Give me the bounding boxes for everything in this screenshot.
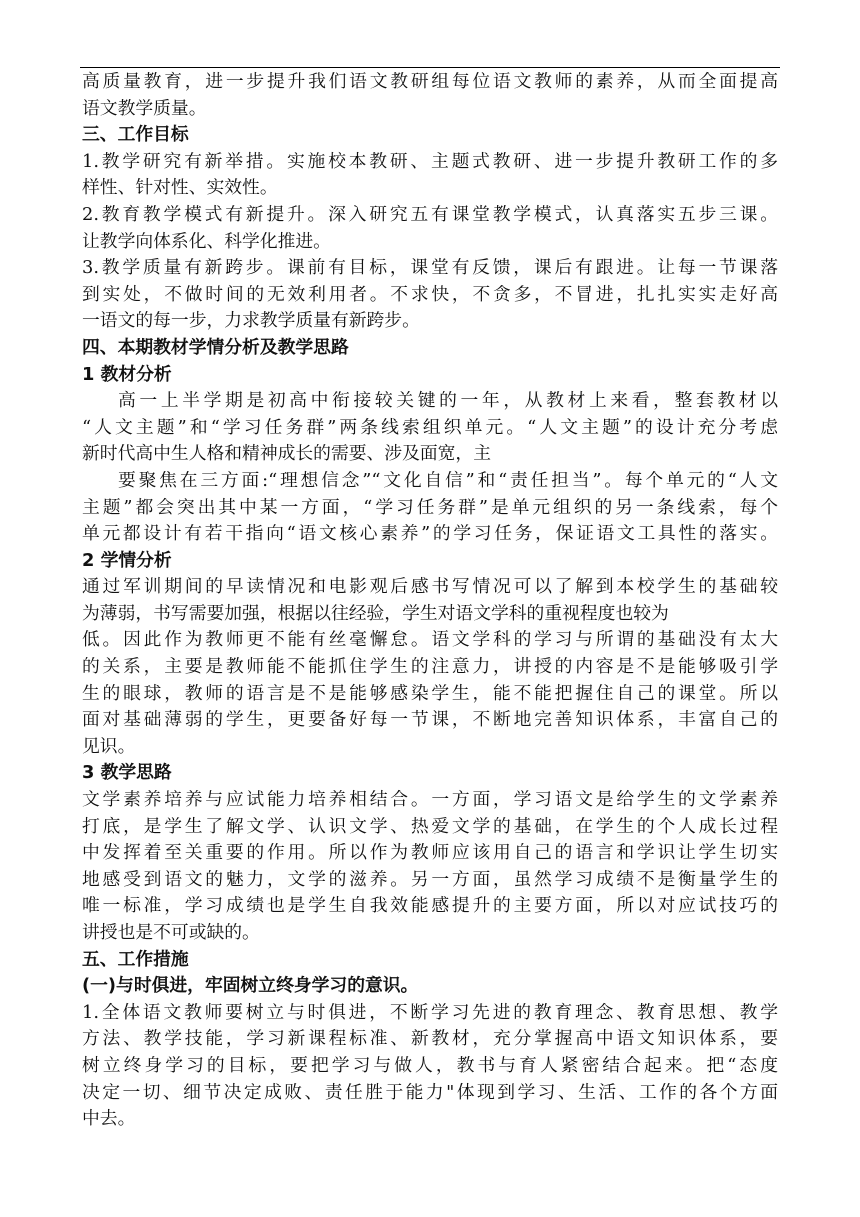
- subheading-students: 2 学情分析: [82, 549, 172, 571]
- header-rule: [80, 67, 780, 68]
- subheading-teaching: 3 教学思路: [82, 762, 172, 784]
- body-line: 中去。: [82, 1108, 136, 1130]
- body-line: 文学素养培养与应试能力培养相结合。一方面，学习语文是给学生的文学素养: [82, 789, 778, 811]
- section-heading-measures: 五、工作措施: [82, 948, 189, 970]
- body-line: 1.教学研究有新举措。实施校本教研、主题式教研、进一步提升教研工作的多: [82, 150, 778, 172]
- body-line: 低。因此作为教师更不能有丝毫懈怠。语文学科的学习与所谓的基础没有太大: [82, 629, 778, 651]
- body-line: 决定一切、细节决定成败、责任胜于能力"体现到学习、生活、工作的各个方面: [82, 1081, 778, 1103]
- body-line: 方法、教学技能，学习新课程标准、新教材，充分掌握高中语文知识体系，要: [82, 1028, 778, 1050]
- body-line: 面对基础薄弱的学生，更要备好每一节课，不断地完善知识体系，丰富自己的: [82, 709, 778, 731]
- body-line: 新时代高中生人格和精神成长的需要、涉及面宽，主: [82, 443, 491, 465]
- body-line: 讲授也是不可或缺的。: [82, 922, 260, 943]
- section-heading-analysis: 四、本期教材学情分析及教学思路: [82, 336, 349, 358]
- body-line: 样性、针对性、实效性。: [82, 177, 278, 199]
- body-line: 中发挥着至关重要的作用。所以作为教师应该用自己的语言和学识让学生切实: [82, 842, 778, 864]
- body-line: 通过军训期间的早读情况和电影观后感书写情况可以了解到本校学生的基础较: [82, 576, 778, 598]
- subheading-textbook: 1 教材分析: [82, 363, 172, 385]
- body-line: 2.教育教学模式有新提升。深入研究五有课堂教学模式，认真落实五步三课。: [82, 203, 778, 225]
- body-line: 的关系，主要是教师能不能抓住学生的注意力，讲授的内容是不是能够吸引学: [82, 656, 778, 678]
- body-line: 一语文的每一步，力求教学质量有新跨步。: [82, 310, 420, 332]
- body-line: 生的眼球，教师的语言是不是能够感染学生，能不能把握住自己的课堂。所以: [82, 682, 778, 704]
- body-line: 高质量教育，进一步提升我们语文教研组每位语文教师的素养，从而全面提高: [82, 71, 778, 92]
- body-line: 地感受到语文的魅力，文学的滋养。另一方面，虽然学习成绩不是衡量学生的: [82, 868, 778, 890]
- body-line: 1.全体语文教师要树立与时俱进，不断学习先进的教育理念、教育思想、教学: [82, 1001, 778, 1023]
- body-line: 见识。: [82, 735, 136, 757]
- body-line: 3.教学质量有新跨步。课前有目标，课堂有反馈，课后有跟进。让每一节课落: [82, 257, 778, 279]
- body-line: 树立终身学习的目标，要把学习与做人，教书与育人紧密结合起来。把“态度: [82, 1054, 778, 1076]
- body-line: 要聚焦在三方面:“理想信念”“文化自信”和“责任担当”。每个单元的“人文: [118, 469, 778, 491]
- body-line: 让教学向体系化、科学化推进。: [82, 230, 331, 252]
- body-line: 到实处，不做时间的无效利用者。不求快，不贪多，不冒进，扎扎实实走好高: [82, 283, 778, 305]
- body-line: 打底，是学生了解文学、认识文学、热爱文学的基础，在学生的个人成长过程: [82, 815, 778, 837]
- body-line: 语文教学质量。: [82, 97, 207, 119]
- body-line: 单元都设计有若干指向“语文核心素养”的学习任务，保证语文工具性的落实。: [82, 523, 778, 545]
- section-heading-goals: 三、工作目标: [82, 124, 189, 146]
- body-line: 唯一标准，学习成绩也是学生自我效能感提升的主要方面，所以对应试技巧的: [82, 895, 778, 917]
- subheading-lifelong-learning: (一)与时俱进，牢固树立终身学习的意识。: [82, 975, 419, 997]
- body-line: 为薄弱，书写需要加强，根据以往经验，学生对语文学科的重视程度也较为: [82, 602, 669, 624]
- body-line: “人文主题”和“学习任务群”两条线索组织单元。“人文主题”的设计充分考虑: [82, 416, 778, 438]
- body-line: 高一上半学期是初高中衔接较关键的一年，从教材上来看，整套教材以: [118, 390, 778, 412]
- document-body: [82, 69, 778, 1133]
- body-line: 主题”都会突出其中某一方面，“学习任务群”是单元组织的另一条线索，每个: [82, 496, 778, 518]
